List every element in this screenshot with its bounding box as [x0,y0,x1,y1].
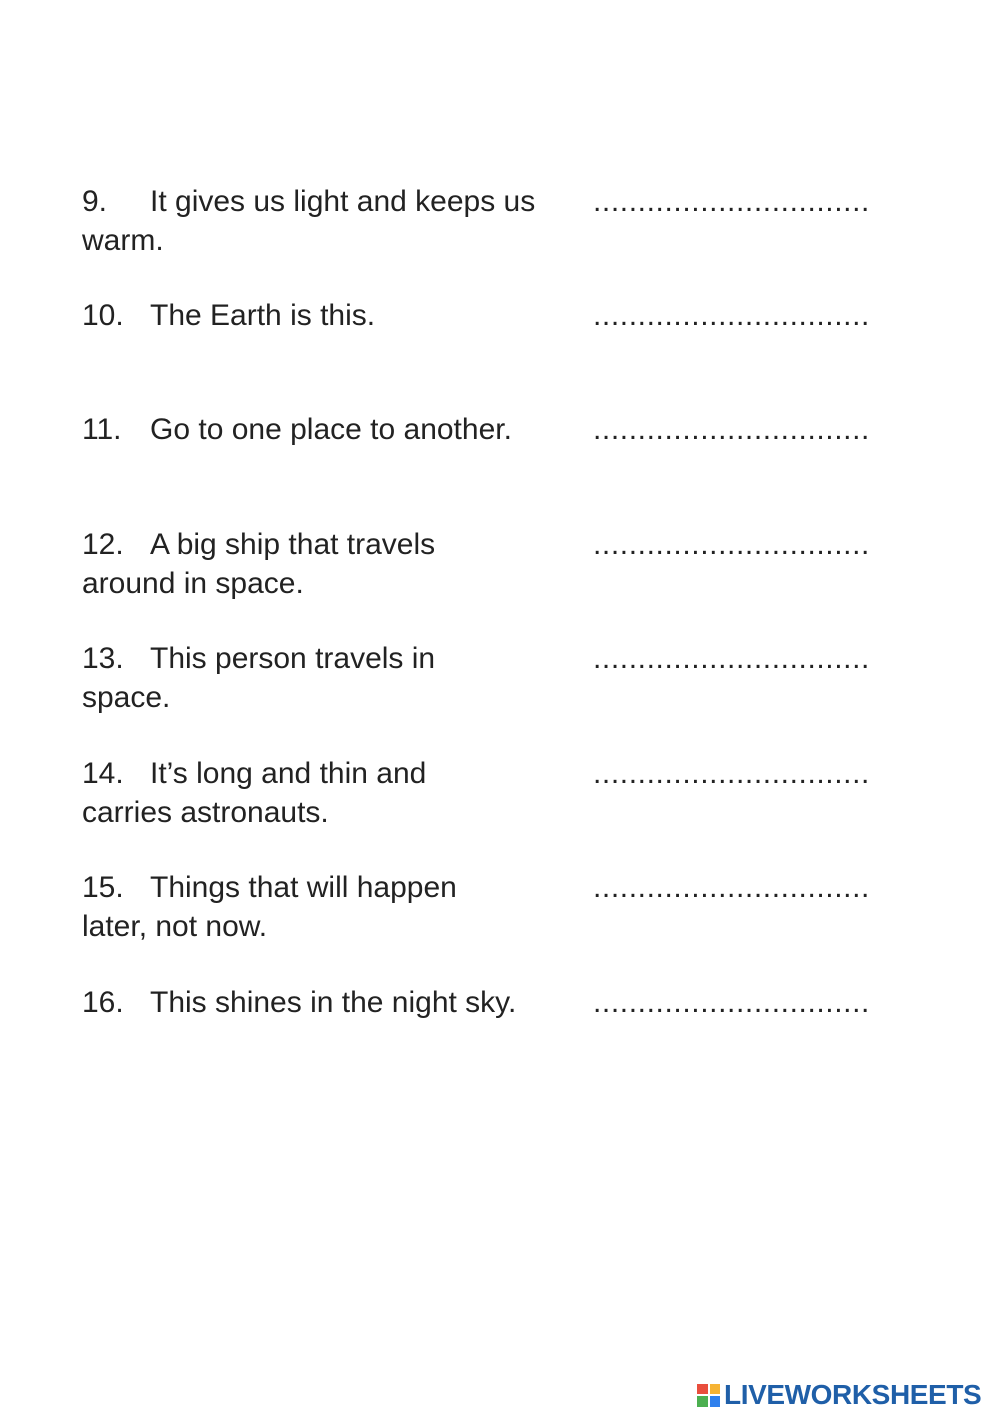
question-number: 10. [82,299,124,332]
question-text [82,983,582,1022]
answer-blank: ............................... [593,299,870,332]
question-14 [82,754,902,834]
answer-input-15[interactable] [593,864,889,910]
answer-blank: ............................... [593,528,870,561]
answer-blank: ............................... [593,757,870,790]
question-text [82,525,502,603]
question-prompt: It’s long and thin and carries astronauts. [82,757,427,829]
question-number: 16. [82,986,124,1019]
question-text [82,410,582,449]
answer-blank: ............................... [593,871,870,904]
question-13 [82,639,902,719]
question-prompt: This person travels in space. [82,642,436,714]
answer-input-14[interactable] [593,750,889,796]
answer-input-16[interactable] [593,979,889,1025]
question-prompt: A big ship that travels around in space. [82,528,436,600]
answer-input-12[interactable] [593,521,889,567]
question-9 [82,182,902,262]
answer-input-11[interactable] [593,406,889,452]
answer-input-10[interactable] [593,292,889,338]
question-text [82,296,562,335]
question-10 [82,296,902,376]
question-15 [82,868,902,948]
question-text [82,639,502,717]
question-11 [82,410,902,490]
question-number: 11. [82,413,122,446]
question-text [82,754,482,832]
question-text [82,868,512,946]
question-prompt: This shines in the night sky. [150,986,517,1019]
answer-blank: ............................... [593,185,870,218]
question-number: 14. [82,757,124,790]
question-prompt: Things that will happen later, not now. [82,871,457,943]
question-number: 9. [82,185,108,218]
liveworksheets-logo[interactable] [697,1378,981,1412]
question-prompt: Go to one place to another. [150,413,512,446]
question-prompt: It gives us light and keeps us warm. [82,185,536,257]
question-number: 13. [82,642,124,675]
question-number: 12. [82,528,124,561]
liveworksheets-logo-icon [697,1384,720,1407]
answer-blank: ............................... [593,413,870,446]
answer-blank: ............................... [593,986,870,1019]
question-16 [82,983,902,1063]
question-text [82,182,562,260]
answer-input-9[interactable] [593,178,889,224]
answer-blank: ............................... [593,642,870,675]
question-12 [82,525,902,605]
question-prompt: The Earth is this. [150,299,376,332]
question-number: 15. [82,871,124,904]
logo-text: LIVEWORKSHEETS [724,1379,982,1410]
answer-input-13[interactable] [593,635,889,681]
